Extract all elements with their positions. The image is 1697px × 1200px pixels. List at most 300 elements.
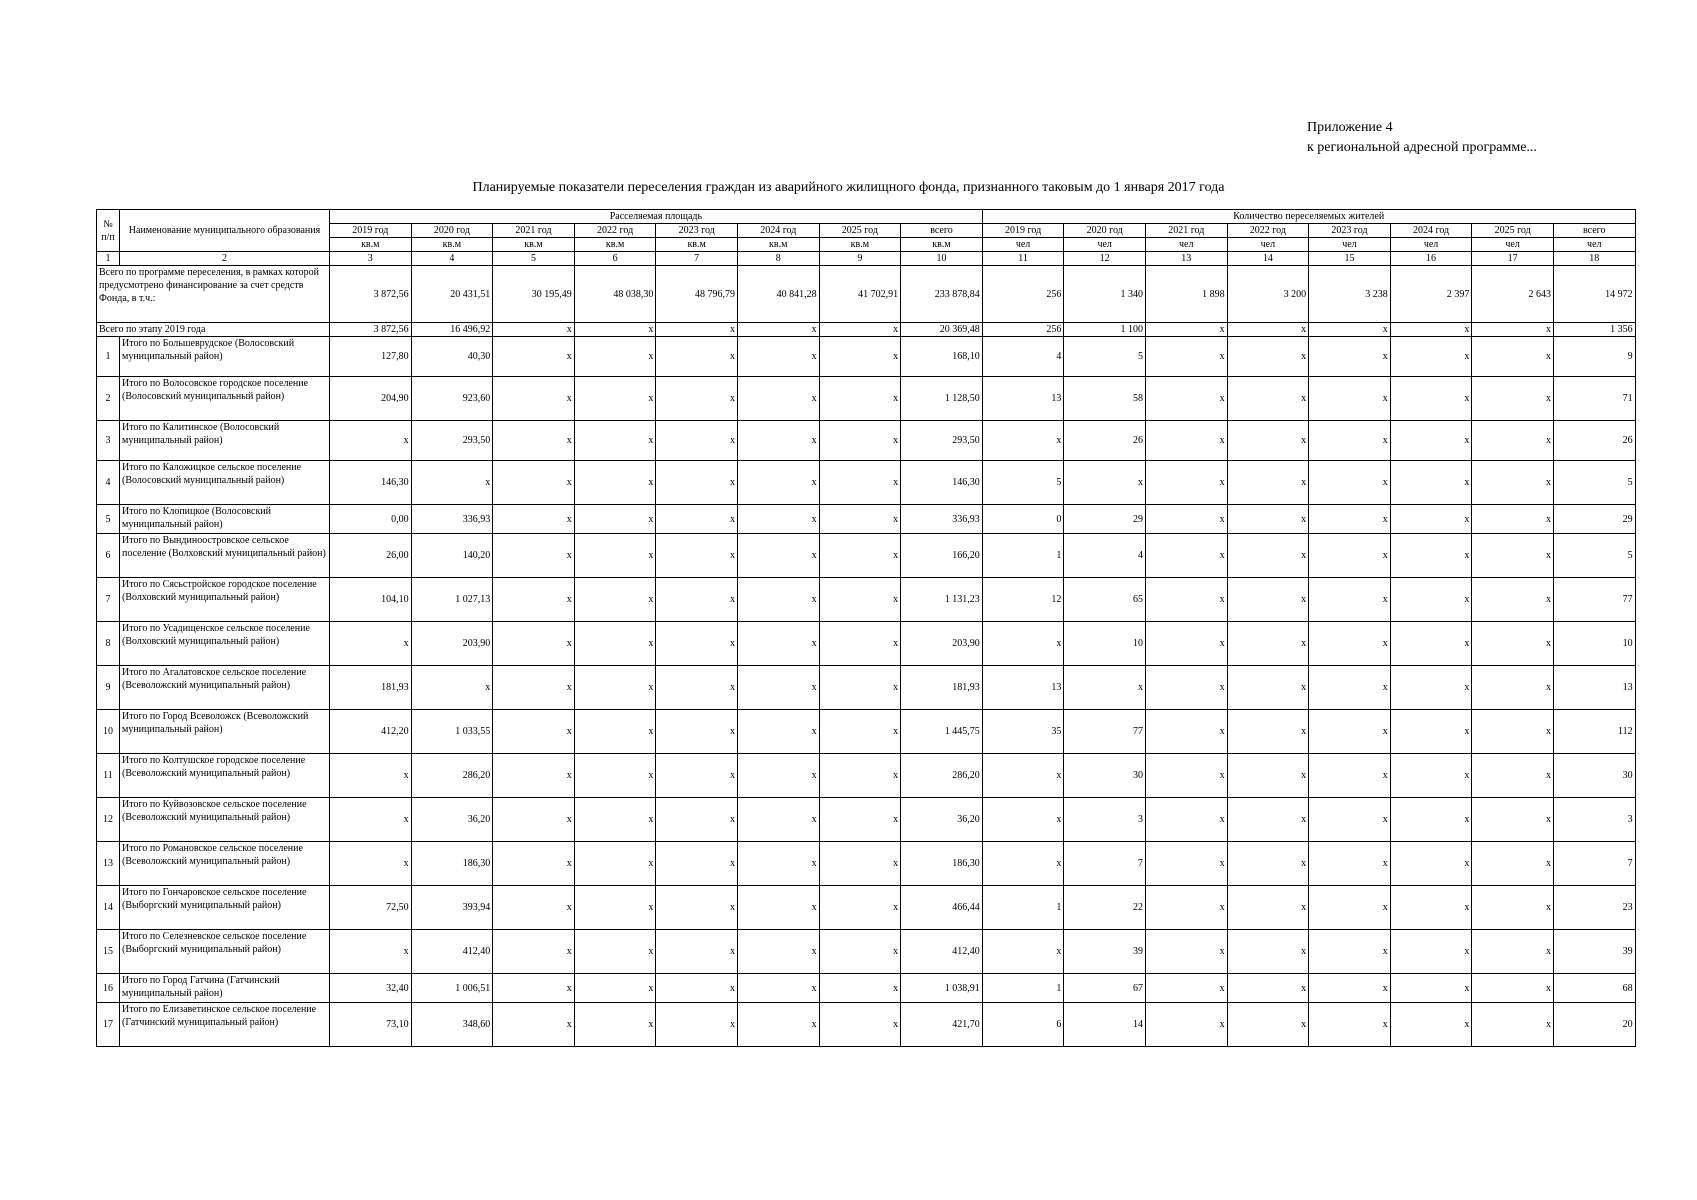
row-people-value: 22 bbox=[1064, 886, 1146, 930]
row-people-value: x bbox=[1309, 461, 1391, 505]
row-area-value: 20 369,48 bbox=[901, 323, 983, 337]
row-people-value: 10 bbox=[1553, 622, 1635, 666]
row-people-value: x bbox=[1309, 710, 1391, 754]
row-area-value: x bbox=[574, 534, 656, 578]
row-people-value: x bbox=[1390, 1003, 1472, 1047]
row-area-value: x bbox=[819, 930, 901, 974]
header-col-number: 7 bbox=[656, 252, 738, 266]
row-people-value: x bbox=[1472, 798, 1554, 842]
row-area-value: 203,90 bbox=[411, 622, 493, 666]
row-area-value: 40,30 bbox=[411, 337, 493, 377]
row-people-value: 23 bbox=[1553, 886, 1635, 930]
row-people-value: x bbox=[1309, 842, 1391, 886]
table-row bbox=[97, 798, 1636, 842]
row-people-value: x bbox=[1390, 377, 1472, 421]
header-unit-people: чел bbox=[982, 238, 1064, 252]
row-name: Итого по Волосовское городское поселение (Волосовский муниципальный район) bbox=[120, 377, 330, 421]
row-area-value: x bbox=[656, 930, 738, 974]
header-unit-people: чел bbox=[1553, 238, 1635, 252]
row-area-value: 336,93 bbox=[411, 505, 493, 534]
row-people-value: 2 397 bbox=[1390, 266, 1472, 323]
row-people-value: x bbox=[1227, 1003, 1309, 1047]
row-people-value: 5 bbox=[1553, 534, 1635, 578]
row-people-value: x bbox=[1227, 421, 1309, 461]
row-area-value: x bbox=[574, 710, 656, 754]
row-area-value: x bbox=[737, 377, 819, 421]
document-title: Планируемые показатели переселения граждан из аварийного жилищного фонда, признанного таковым до 1 января 2017 года bbox=[472, 180, 1225, 195]
row-area-value: x bbox=[574, 754, 656, 798]
row-people-value: 29 bbox=[1553, 505, 1635, 534]
row-area-value: 181,93 bbox=[901, 666, 983, 710]
row-people-value: x bbox=[1309, 578, 1391, 622]
row-people-value: x bbox=[1227, 930, 1309, 974]
row-area-value: 1 038,91 bbox=[901, 974, 983, 1003]
row-people-value: 5 bbox=[982, 461, 1064, 505]
header-unit-people: чел bbox=[1064, 238, 1146, 252]
row-area-value: x bbox=[493, 886, 575, 930]
header-year: 2020 год bbox=[411, 224, 493, 238]
row-index: 4 bbox=[97, 461, 120, 505]
row-people-value: x bbox=[982, 798, 1064, 842]
header-unit-area: кв.м bbox=[901, 238, 983, 252]
row-area-value: x bbox=[656, 798, 738, 842]
row-people-value: x bbox=[1145, 974, 1227, 1003]
table-row bbox=[97, 421, 1636, 461]
row-people-value: x bbox=[1390, 421, 1472, 461]
table-row bbox=[97, 710, 1636, 754]
row-area-value: 348,60 bbox=[411, 1003, 493, 1047]
row-people-value: x bbox=[1472, 1003, 1554, 1047]
header-people-group: Количество переселяемых жителей bbox=[982, 210, 1635, 224]
row-area-value: x bbox=[574, 974, 656, 1003]
row-area-value: 32,40 bbox=[330, 974, 412, 1003]
row-area-value: x bbox=[493, 930, 575, 974]
row-area-value: x bbox=[574, 337, 656, 377]
row-people-value: x bbox=[1145, 886, 1227, 930]
row-area-value: 127,80 bbox=[330, 337, 412, 377]
row-people-value: x bbox=[1227, 754, 1309, 798]
header-col-number: 8 bbox=[737, 252, 819, 266]
header-year: 2019 год bbox=[982, 224, 1064, 238]
row-people-value: x bbox=[1472, 666, 1554, 710]
header-year: 2020 год bbox=[1064, 224, 1146, 238]
header-col-number: 4 bbox=[411, 252, 493, 266]
row-name: Итого по Клопицкое (Волосовский муниципальный район) bbox=[120, 505, 330, 534]
row-area-value: x bbox=[656, 886, 738, 930]
row-people-value: x bbox=[1145, 798, 1227, 842]
header-col-number: 13 bbox=[1145, 252, 1227, 266]
row-people-value: x bbox=[1472, 710, 1554, 754]
row-area-value: x bbox=[819, 754, 901, 798]
header-name: Наименование муниципального образования bbox=[120, 210, 330, 252]
row-people-value: x bbox=[1064, 666, 1146, 710]
row-people-value: x bbox=[1390, 461, 1472, 505]
header-year: 2022 год bbox=[574, 224, 656, 238]
row-people-value: x bbox=[1390, 534, 1472, 578]
row-area-value: 166,20 bbox=[901, 534, 983, 578]
row-people-value: x bbox=[1227, 323, 1309, 337]
header-col-number: 10 bbox=[901, 252, 983, 266]
row-people-value: x bbox=[1145, 421, 1227, 461]
row-area-value: x bbox=[656, 461, 738, 505]
row-name: Всего по этапу 2019 года bbox=[97, 323, 330, 337]
row-area-value: 181,93 bbox=[330, 666, 412, 710]
row-people-value: 1 898 bbox=[1145, 266, 1227, 323]
row-people-value: x bbox=[982, 754, 1064, 798]
table-body bbox=[97, 266, 1636, 1047]
row-area-value: x bbox=[574, 421, 656, 461]
row-area-value: x bbox=[656, 337, 738, 377]
row-area-value: 140,20 bbox=[411, 534, 493, 578]
row-area-value: x bbox=[493, 578, 575, 622]
header-unit-area: кв.м bbox=[330, 238, 412, 252]
row-area-value: x bbox=[656, 323, 738, 337]
resettlement-table bbox=[96, 209, 1636, 1047]
row-area-value: 16 496,92 bbox=[411, 323, 493, 337]
table-row bbox=[97, 930, 1636, 974]
header-col-number: 12 bbox=[1064, 252, 1146, 266]
header-col-number: 16 bbox=[1390, 252, 1472, 266]
row-area-value: x bbox=[737, 710, 819, 754]
row-people-value: x bbox=[1390, 622, 1472, 666]
row-area-value: x bbox=[656, 622, 738, 666]
row-people-value: 2 643 bbox=[1472, 266, 1554, 323]
row-people-value: 1 bbox=[982, 886, 1064, 930]
row-area-value: x bbox=[656, 710, 738, 754]
row-area-value: x bbox=[737, 930, 819, 974]
row-people-value: x bbox=[1390, 754, 1472, 798]
table-row bbox=[97, 266, 1636, 323]
row-people-value: 77 bbox=[1553, 578, 1635, 622]
row-people-value: x bbox=[1227, 886, 1309, 930]
row-area-value: 412,20 bbox=[330, 710, 412, 754]
row-area-value: 293,50 bbox=[411, 421, 493, 461]
row-people-value: x bbox=[1227, 622, 1309, 666]
row-people-value: x bbox=[1309, 666, 1391, 710]
row-people-value: x bbox=[1145, 1003, 1227, 1047]
row-people-value: 10 bbox=[1064, 622, 1146, 666]
row-area-value: 286,20 bbox=[901, 754, 983, 798]
table-row bbox=[97, 377, 1636, 421]
row-people-value: x bbox=[1309, 886, 1391, 930]
row-area-value: 1 445,75 bbox=[901, 710, 983, 754]
row-people-value: 9 bbox=[1553, 337, 1635, 377]
header-year: 2023 год bbox=[1309, 224, 1391, 238]
row-area-value: x bbox=[330, 622, 412, 666]
row-people-value: 26 bbox=[1064, 421, 1146, 461]
header-year: 2022 год bbox=[1227, 224, 1309, 238]
row-people-value: x bbox=[1309, 754, 1391, 798]
row-people-value: x bbox=[1390, 666, 1472, 710]
row-area-value: x bbox=[737, 842, 819, 886]
row-area-value: x bbox=[411, 666, 493, 710]
row-area-value: x bbox=[737, 754, 819, 798]
row-area-value: x bbox=[493, 710, 575, 754]
row-people-value: x bbox=[1472, 886, 1554, 930]
header-col-number: 5 bbox=[493, 252, 575, 266]
row-index: 9 bbox=[97, 666, 120, 710]
row-people-value: x bbox=[1145, 622, 1227, 666]
header-unit-area: кв.м bbox=[411, 238, 493, 252]
row-area-value: 1 027,13 bbox=[411, 578, 493, 622]
header-year: 2023 год bbox=[656, 224, 738, 238]
header-area-group: Расселяемая площадь bbox=[330, 210, 983, 224]
row-area-value: x bbox=[574, 377, 656, 421]
row-index: 5 bbox=[97, 505, 120, 534]
row-area-value: 286,20 bbox=[411, 754, 493, 798]
row-people-value: 14 972 bbox=[1553, 266, 1635, 323]
row-people-value: x bbox=[1145, 578, 1227, 622]
row-area-value: x bbox=[819, 622, 901, 666]
header-year: всего bbox=[1553, 224, 1635, 238]
row-people-value: x bbox=[1227, 578, 1309, 622]
row-area-value: x bbox=[330, 421, 412, 461]
row-people-value: x bbox=[982, 622, 1064, 666]
header-col-number: 11 bbox=[982, 252, 1064, 266]
header-unit-area: кв.м bbox=[656, 238, 738, 252]
row-area-value: x bbox=[493, 754, 575, 798]
row-people-value: x bbox=[1145, 842, 1227, 886]
row-area-value: x bbox=[819, 578, 901, 622]
row-area-value: 336,93 bbox=[901, 505, 983, 534]
row-area-value: 146,30 bbox=[901, 461, 983, 505]
row-area-value: x bbox=[493, 1003, 575, 1047]
row-area-value: x bbox=[656, 666, 738, 710]
row-index: 16 bbox=[97, 974, 120, 1003]
row-people-value: x bbox=[1145, 337, 1227, 377]
row-area-value: x bbox=[819, 886, 901, 930]
row-area-value: 73,10 bbox=[330, 1003, 412, 1047]
row-people-value: 1 100 bbox=[1064, 323, 1146, 337]
row-area-value: x bbox=[656, 974, 738, 1003]
row-name: Итого по Сясьстройское городское поселение (Волховский муниципальный район) bbox=[120, 578, 330, 622]
row-area-value: 41 702,91 bbox=[819, 266, 901, 323]
row-area-value: x bbox=[656, 1003, 738, 1047]
row-people-value: 67 bbox=[1064, 974, 1146, 1003]
table-row bbox=[97, 622, 1636, 666]
row-people-value: 77 bbox=[1064, 710, 1146, 754]
row-area-value: 1 033,55 bbox=[411, 710, 493, 754]
row-people-value: 39 bbox=[1064, 930, 1146, 974]
row-area-value: x bbox=[574, 930, 656, 974]
row-people-value: 256 bbox=[982, 323, 1064, 337]
header-unit-people: чел bbox=[1145, 238, 1227, 252]
row-area-value: 0,00 bbox=[330, 505, 412, 534]
row-name: Итого по Романовское сельское поселение (Всеволожский муниципальный район) bbox=[120, 842, 330, 886]
row-people-value: x bbox=[1064, 461, 1146, 505]
row-people-value: x bbox=[1227, 461, 1309, 505]
row-index: 8 bbox=[97, 622, 120, 666]
row-people-value: 13 bbox=[982, 666, 1064, 710]
table-row bbox=[97, 754, 1636, 798]
row-people-value: x bbox=[1472, 578, 1554, 622]
row-area-value: x bbox=[819, 842, 901, 886]
row-people-value: x bbox=[982, 930, 1064, 974]
row-people-value: x bbox=[1472, 505, 1554, 534]
header-year: 2019 год bbox=[330, 224, 412, 238]
row-area-value: 204,90 bbox=[330, 377, 412, 421]
row-area-value: x bbox=[737, 886, 819, 930]
header-num: № п/п bbox=[97, 210, 120, 252]
row-people-value: 14 bbox=[1064, 1003, 1146, 1047]
row-area-value: x bbox=[819, 461, 901, 505]
row-area-value: x bbox=[656, 842, 738, 886]
row-area-value: x bbox=[493, 622, 575, 666]
row-people-value: 112 bbox=[1553, 710, 1635, 754]
table-row bbox=[97, 886, 1636, 930]
row-people-value: x bbox=[1227, 666, 1309, 710]
row-area-value: x bbox=[819, 710, 901, 754]
table-row bbox=[97, 461, 1636, 505]
row-name: Итого по Калитинское (Волосовский муниципальный район) bbox=[120, 421, 330, 461]
row-area-value: x bbox=[737, 974, 819, 1003]
row-area-value: 168,10 bbox=[901, 337, 983, 377]
row-area-value: x bbox=[737, 505, 819, 534]
header-year: 2025 год bbox=[1472, 224, 1554, 238]
header-row-groups bbox=[97, 210, 1636, 224]
row-people-value: x bbox=[1309, 1003, 1391, 1047]
header-col-number: 9 bbox=[819, 252, 901, 266]
row-index: 13 bbox=[97, 842, 120, 886]
row-area-value: 72,50 bbox=[330, 886, 412, 930]
row-area-value: 186,30 bbox=[901, 842, 983, 886]
row-area-value: x bbox=[819, 974, 901, 1003]
row-people-value: 13 bbox=[1553, 666, 1635, 710]
row-area-value: 203,90 bbox=[901, 622, 983, 666]
header-col-number: 3 bbox=[330, 252, 412, 266]
header-row-col-numbers bbox=[97, 252, 1636, 266]
row-people-value: x bbox=[1227, 974, 1309, 1003]
row-index: 1 bbox=[97, 337, 120, 377]
row-people-value: 5 bbox=[1064, 337, 1146, 377]
row-index: 17 bbox=[97, 1003, 120, 1047]
appendix-line-2: к региональной адресной программе... bbox=[1307, 140, 1537, 155]
row-people-value: 3 238 bbox=[1309, 266, 1391, 323]
table-row bbox=[97, 337, 1636, 377]
row-people-value: x bbox=[1309, 323, 1391, 337]
row-people-value: 4 bbox=[1064, 534, 1146, 578]
row-people-value: x bbox=[1472, 842, 1554, 886]
row-name: Итого по Елизаветинское сельское поселение (Гатчинский муниципальный район) bbox=[120, 1003, 330, 1047]
row-people-value: x bbox=[1472, 974, 1554, 1003]
row-people-value: x bbox=[1309, 622, 1391, 666]
row-area-value: 466,44 bbox=[901, 886, 983, 930]
header-year: 2025 год bbox=[819, 224, 901, 238]
row-people-value: x bbox=[1145, 666, 1227, 710]
row-area-value: x bbox=[493, 666, 575, 710]
row-people-value: x bbox=[1472, 377, 1554, 421]
row-people-value: 7 bbox=[1064, 842, 1146, 886]
row-people-value: x bbox=[1472, 622, 1554, 666]
row-area-value: x bbox=[656, 421, 738, 461]
row-people-value: x bbox=[1309, 421, 1391, 461]
row-people-value: x bbox=[1227, 337, 1309, 377]
row-index: 3 bbox=[97, 421, 120, 461]
row-name: Итого по Селезневское сельское поселение (Выборгский муниципальный район) bbox=[120, 930, 330, 974]
row-area-value: 186,30 bbox=[411, 842, 493, 886]
row-area-value: x bbox=[493, 337, 575, 377]
row-people-value: x bbox=[1390, 337, 1472, 377]
header-col-number: 18 bbox=[1553, 252, 1635, 266]
header-unit-area: кв.м bbox=[737, 238, 819, 252]
row-people-value: 68 bbox=[1553, 974, 1635, 1003]
row-people-value: 58 bbox=[1064, 377, 1146, 421]
row-people-value: x bbox=[1472, 534, 1554, 578]
header-col-number: 6 bbox=[574, 252, 656, 266]
row-area-value: x bbox=[493, 377, 575, 421]
row-people-value: 3 bbox=[1553, 798, 1635, 842]
row-people-value: x bbox=[1309, 505, 1391, 534]
row-area-value: 26,00 bbox=[330, 534, 412, 578]
row-index: 15 bbox=[97, 930, 120, 974]
row-area-value: x bbox=[574, 798, 656, 842]
row-name: Итого по Вындиноостровское сельское поселение (Волховский муниципальный район) bbox=[120, 534, 330, 578]
row-people-value: x bbox=[1145, 505, 1227, 534]
row-people-value: 26 bbox=[1553, 421, 1635, 461]
header-unit-area: кв.м bbox=[574, 238, 656, 252]
row-area-value: x bbox=[574, 622, 656, 666]
row-name: Итого по Город Всеволожск (Всеволожский муниципальный район) bbox=[120, 710, 330, 754]
table-row bbox=[97, 842, 1636, 886]
row-people-value: 30 bbox=[1553, 754, 1635, 798]
row-area-value: x bbox=[819, 534, 901, 578]
row-people-value: x bbox=[1390, 886, 1472, 930]
row-people-value: x bbox=[1309, 534, 1391, 578]
table-header bbox=[97, 210, 1636, 266]
row-area-value: 393,94 bbox=[411, 886, 493, 930]
row-area-value: 36,20 bbox=[411, 798, 493, 842]
row-area-value: x bbox=[330, 754, 412, 798]
row-area-value: 412,40 bbox=[411, 930, 493, 974]
row-area-value: 3 872,56 bbox=[330, 323, 412, 337]
row-area-value: 48 038,30 bbox=[574, 266, 656, 323]
header-col-number: 17 bbox=[1472, 252, 1554, 266]
table-row bbox=[97, 323, 1636, 337]
row-people-value: x bbox=[1227, 710, 1309, 754]
row-name: Итого по Гончаровское сельское поселение (Выборгский муниципальный район) bbox=[120, 886, 330, 930]
row-area-value: 36,20 bbox=[901, 798, 983, 842]
row-area-value: x bbox=[493, 505, 575, 534]
row-area-value: x bbox=[737, 798, 819, 842]
row-people-value: x bbox=[1390, 578, 1472, 622]
row-people-value: x bbox=[1390, 323, 1472, 337]
row-area-value: x bbox=[493, 421, 575, 461]
row-people-value: x bbox=[1145, 461, 1227, 505]
row-people-value: x bbox=[1309, 930, 1391, 974]
row-people-value: 1 bbox=[982, 534, 1064, 578]
row-area-value: 30 195,49 bbox=[493, 266, 575, 323]
row-people-value: 5 bbox=[1553, 461, 1635, 505]
row-name: Итого по Куйвозовское сельское поселение (Всеволожский муниципальный район) bbox=[120, 798, 330, 842]
row-index: 10 bbox=[97, 710, 120, 754]
row-people-value: 0 bbox=[982, 505, 1064, 534]
row-area-value: 104,10 bbox=[330, 578, 412, 622]
row-area-value: x bbox=[656, 377, 738, 421]
row-area-value: x bbox=[574, 842, 656, 886]
row-area-value: x bbox=[330, 930, 412, 974]
table-row bbox=[97, 578, 1636, 622]
header-unit-people: чел bbox=[1390, 238, 1472, 252]
row-area-value: x bbox=[493, 534, 575, 578]
row-people-value: 3 200 bbox=[1227, 266, 1309, 323]
row-index: 11 bbox=[97, 754, 120, 798]
row-area-value: x bbox=[574, 666, 656, 710]
row-index: 2 bbox=[97, 377, 120, 421]
row-area-value: x bbox=[493, 798, 575, 842]
row-area-value: x bbox=[819, 505, 901, 534]
row-area-value: x bbox=[656, 754, 738, 798]
row-index: 12 bbox=[97, 798, 120, 842]
